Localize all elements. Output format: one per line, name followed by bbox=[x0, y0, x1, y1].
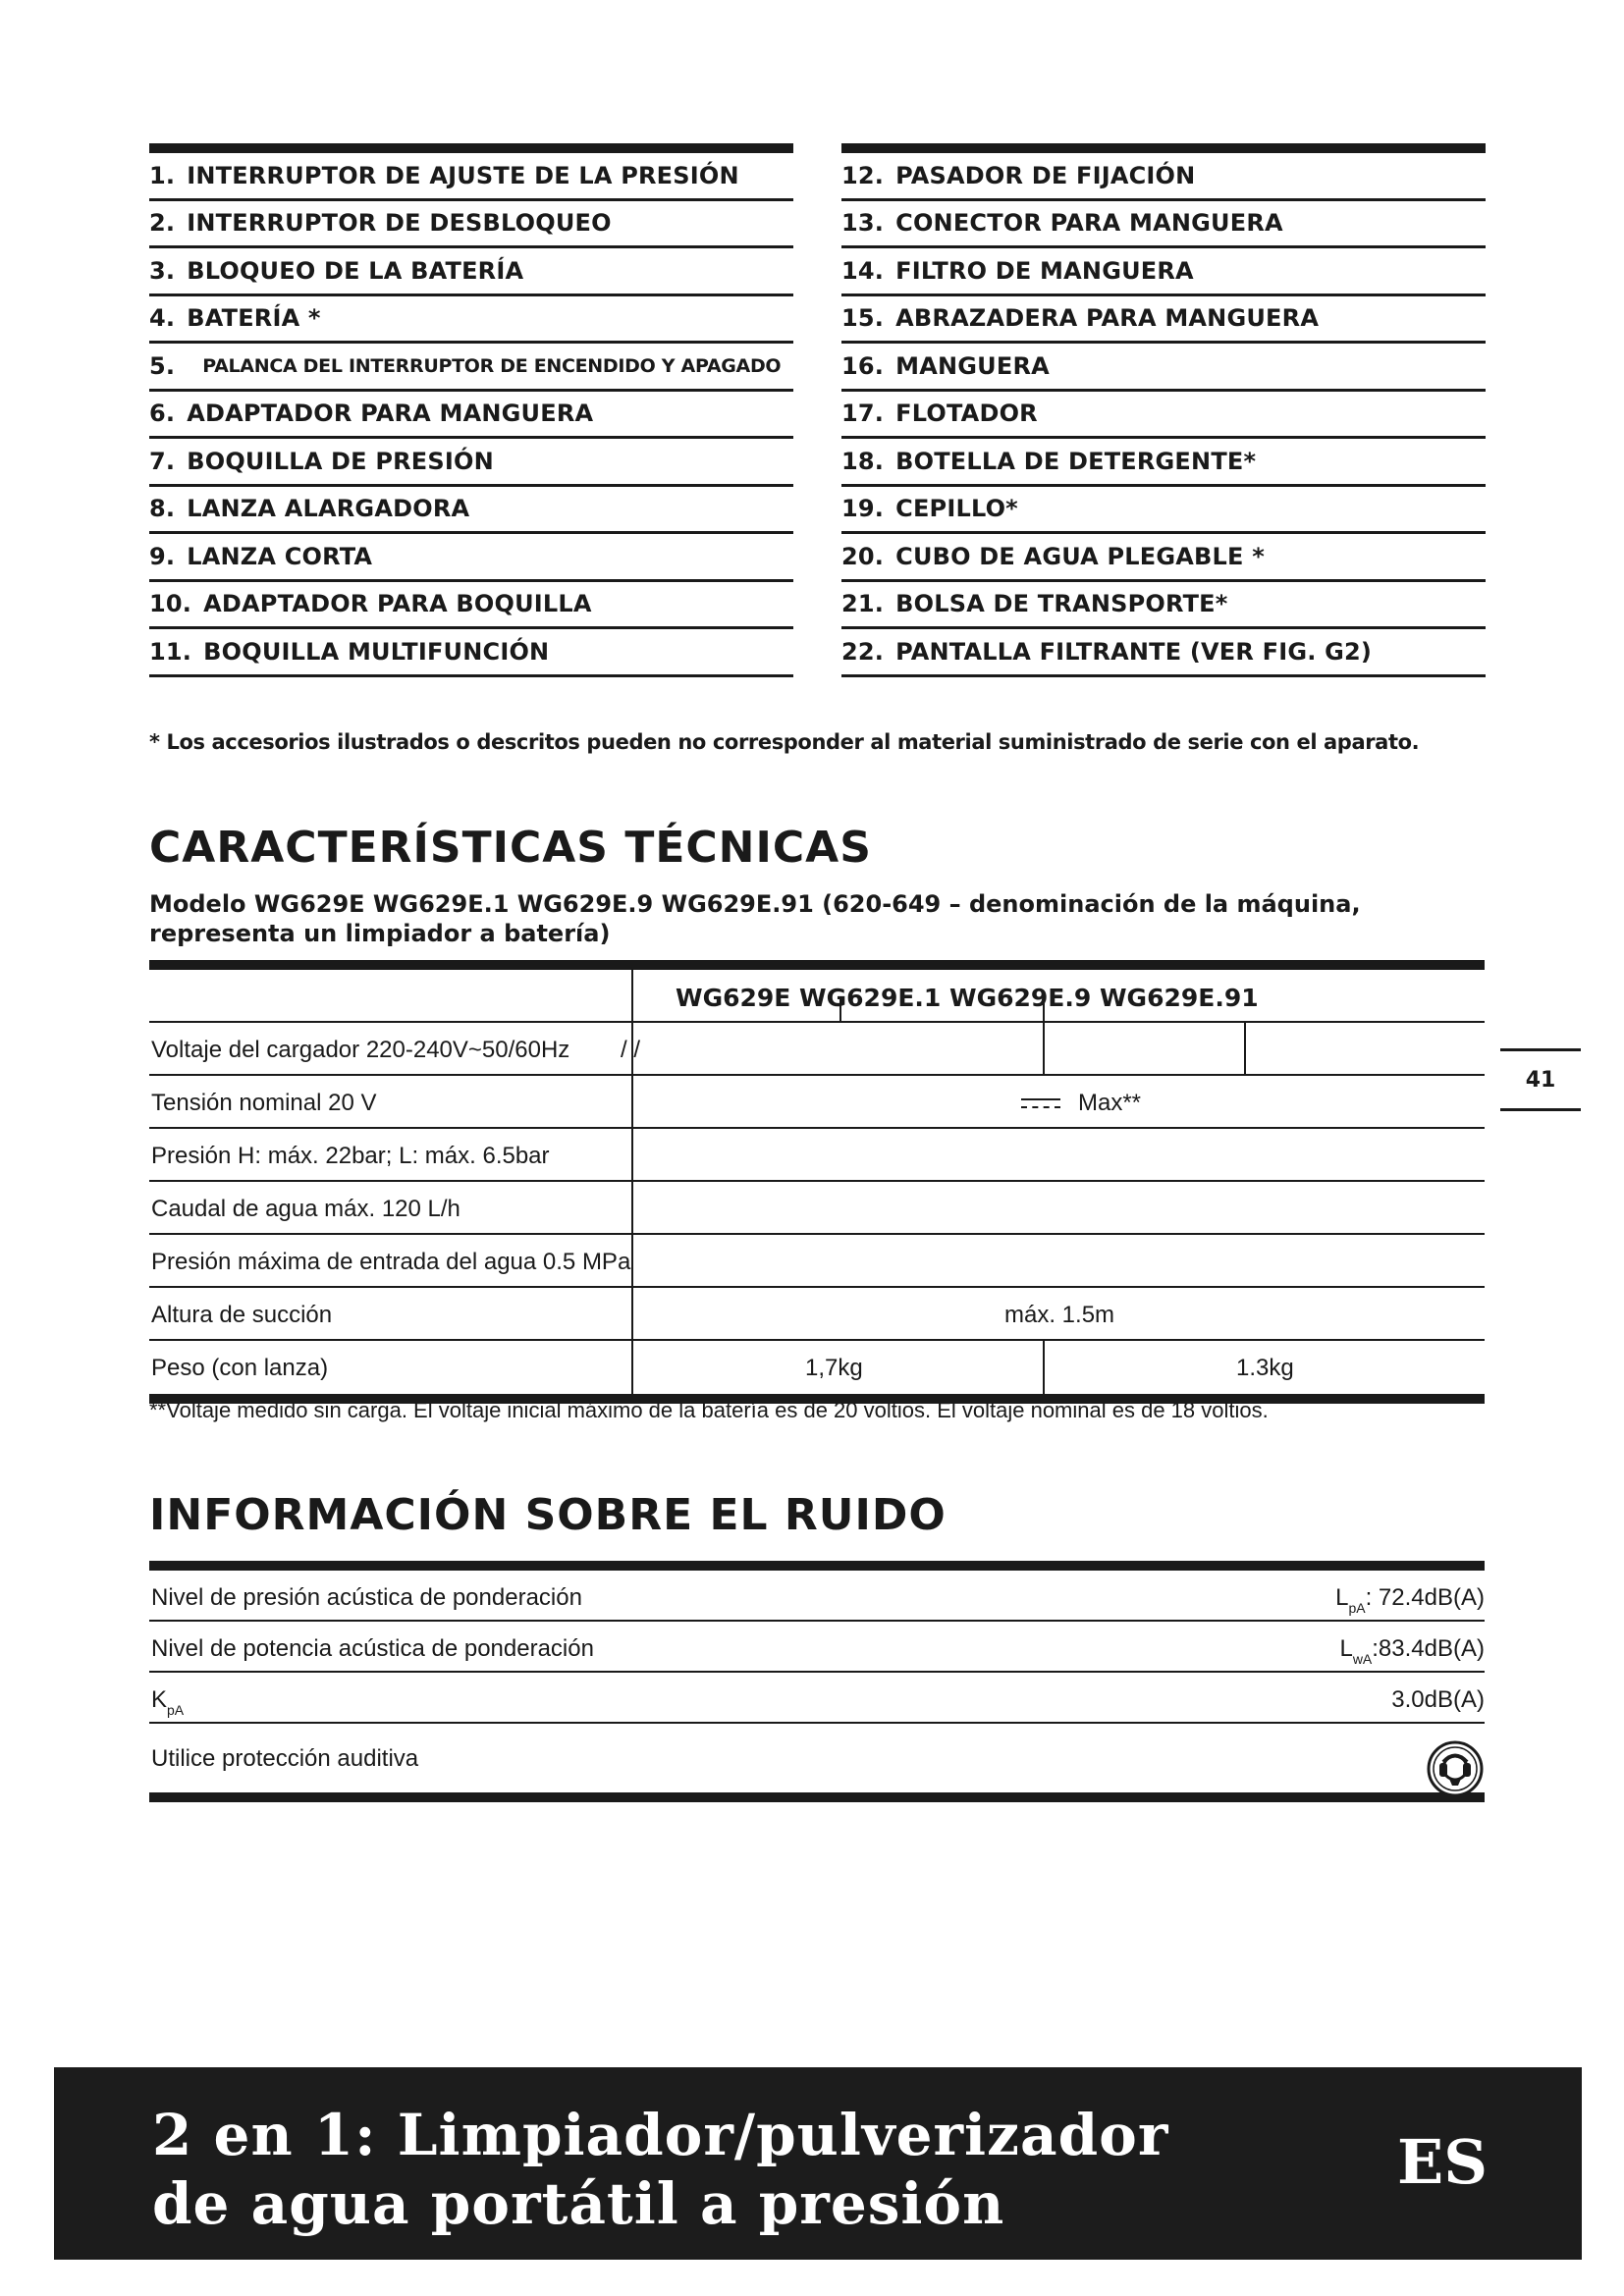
spec-value: 1.3kg bbox=[1236, 1355, 1294, 1381]
spec-label: Altura de succión bbox=[151, 1302, 333, 1328]
parts-num: 4. bbox=[149, 304, 176, 333]
spec-row-weight bbox=[149, 1341, 1485, 1394]
noise-subscript: pA bbox=[1348, 1600, 1366, 1616]
parts-label: ADAPTADOR PARA BOQUILLA bbox=[203, 590, 592, 618]
ear-protection-icon bbox=[1426, 1739, 1485, 1805]
parts-top-rule bbox=[841, 143, 1486, 153]
spec-value: máx. 1.5m bbox=[1004, 1302, 1115, 1328]
parts-item bbox=[149, 344, 793, 392]
parts-label: FILTRO DE MANGUERA bbox=[895, 256, 1194, 285]
parts-label: BLOQUEO DE LA BATERÍA bbox=[187, 256, 524, 285]
noise-number: :83.4dB(A) bbox=[1372, 1635, 1485, 1662]
noise-symbol: L bbox=[1339, 1635, 1353, 1662]
parts-item bbox=[149, 629, 793, 677]
noise-value bbox=[1339, 1635, 1485, 1667]
product-title bbox=[152, 2101, 1168, 2238]
parts-num: 2. bbox=[149, 209, 176, 238]
parts-num: 12. bbox=[841, 161, 885, 189]
spec-label: Presión H: máx. 22bar; L: máx. 6.5bar bbox=[151, 1143, 550, 1169]
parts-item bbox=[149, 487, 793, 535]
parts-item bbox=[841, 487, 1486, 535]
parts-num: 17. bbox=[841, 400, 885, 428]
parts-label: CUBO DE AGUA PLEGABLE * bbox=[895, 542, 1265, 570]
parts-item bbox=[841, 439, 1486, 487]
spec-value: 1,7kg bbox=[805, 1355, 863, 1381]
noise-value bbox=[1335, 1584, 1485, 1616]
spec-row-nominal-voltage bbox=[149, 1076, 1485, 1129]
spec-label: Presión máxima de entrada del agua 0.5 MPa bbox=[151, 1249, 631, 1275]
noise-number: : 72.4dB(A) bbox=[1365, 1584, 1485, 1611]
spec-column-divider bbox=[631, 1182, 633, 1233]
parts-item bbox=[841, 296, 1486, 345]
spec-value: Max** bbox=[1078, 1090, 1142, 1116]
parts-num: 16. bbox=[841, 351, 885, 380]
noise-label bbox=[151, 1686, 184, 1718]
noise-symbol: K bbox=[151, 1686, 168, 1713]
spec-column-divider bbox=[1043, 1341, 1045, 1394]
parts-num: 7. bbox=[149, 447, 176, 475]
parts-label: ABRAZADERA PARA MANGUERA bbox=[895, 304, 1320, 333]
parts-label: BATERÍA * bbox=[187, 304, 321, 333]
spec-row-suction bbox=[149, 1288, 1485, 1341]
parts-num: 5. bbox=[149, 351, 176, 380]
spec-column-divider bbox=[631, 1235, 633, 1286]
spec-label: Tensión nominal 20 V bbox=[151, 1090, 377, 1116]
spec-header-models: WG629E WG629E.1 WG629E.9 WG629E.91 bbox=[676, 984, 1259, 1012]
parts-item bbox=[149, 201, 793, 249]
spec-column-divider bbox=[631, 1341, 633, 1394]
parts-num: 14. bbox=[841, 256, 885, 285]
noise-row-kpa bbox=[149, 1673, 1485, 1724]
parts-label: FLOTADOR bbox=[895, 400, 1038, 428]
spec-row-flow bbox=[149, 1182, 1485, 1235]
parts-num: 9. bbox=[149, 542, 176, 570]
parts-item bbox=[149, 296, 793, 345]
spec-value: / / bbox=[621, 1037, 641, 1063]
spec-column-divider bbox=[631, 970, 633, 1021]
parts-num: 11. bbox=[149, 637, 192, 666]
parts-top-rule bbox=[149, 143, 793, 153]
noise-symbol: L bbox=[1335, 1584, 1349, 1611]
parts-item bbox=[841, 201, 1486, 249]
parts-num: 21. bbox=[841, 590, 885, 618]
parts-num: 10. bbox=[149, 590, 192, 618]
parts-label: PANTALLA FILTRANTE (VER FIG. G2) bbox=[895, 637, 1373, 666]
spec-column-divider bbox=[631, 1288, 633, 1339]
product-title-line2: de agua portátil a presión bbox=[152, 2170, 1005, 2237]
parts-item bbox=[149, 392, 793, 440]
spec-column-divider bbox=[631, 1076, 633, 1127]
noise-label: Nivel de presión acústica de ponderación bbox=[151, 1584, 582, 1611]
parts-num: 15. bbox=[841, 304, 885, 333]
noise-top-rule bbox=[149, 1561, 1485, 1571]
page-number: 41 bbox=[1500, 1048, 1581, 1111]
parts-label: LANZA CORTA bbox=[187, 542, 373, 570]
spec-column-divider bbox=[631, 1129, 633, 1180]
noise-label: Utilice protección auditiva bbox=[151, 1745, 419, 1772]
parts-item bbox=[841, 248, 1486, 296]
noise-table bbox=[149, 1561, 1485, 1802]
parts-num: 8. bbox=[149, 495, 176, 523]
specs-heading: CARACTERÍSTICAS TÉCNICAS bbox=[149, 823, 872, 873]
parts-item bbox=[841, 582, 1486, 630]
noise-row-ear-protection bbox=[149, 1724, 1485, 1792]
parts-label: PASADOR DE FIJACIÓN bbox=[895, 161, 1196, 189]
parts-item bbox=[149, 534, 793, 582]
parts-label: PALANCA DEL INTERRUPTOR DE ENCENDIDO Y APAGADO bbox=[202, 354, 782, 377]
parts-label: ADAPTADOR PARA MANGUERA bbox=[187, 400, 594, 428]
spec-table bbox=[149, 960, 1485, 1404]
parts-item bbox=[841, 344, 1486, 392]
noise-label: Nivel de potencia acústica de ponderación bbox=[151, 1635, 594, 1662]
spec-row-pressure bbox=[149, 1129, 1485, 1182]
parts-label: CEPILLO* bbox=[895, 495, 1018, 523]
parts-item bbox=[149, 248, 793, 296]
spec-column-divider bbox=[1244, 1023, 1246, 1074]
spec-row-inlet-pressure bbox=[149, 1235, 1485, 1288]
parts-label: INTERRUPTOR DE DESBLOQUEO bbox=[187, 209, 612, 238]
parts-label: BOQUILLA DE PRESIÓN bbox=[187, 447, 494, 475]
parts-label: BOTELLA DE DETERGENTE* bbox=[895, 447, 1257, 475]
noise-row-lwa bbox=[149, 1622, 1485, 1673]
parts-item bbox=[149, 582, 793, 630]
parts-num: 20. bbox=[841, 542, 885, 570]
spec-label: Peso (con lanza) bbox=[151, 1355, 329, 1381]
spec-column-divider bbox=[1043, 1023, 1045, 1074]
title-banner bbox=[54, 2067, 1582, 2260]
parts-num: 13. bbox=[841, 209, 885, 238]
spec-row-charger bbox=[149, 1023, 1485, 1076]
parts-label: BOQUILLA MULTIFUNCIÓN bbox=[203, 637, 550, 666]
spec-label: Voltaje del cargador 220-240V~50/60Hz bbox=[151, 1037, 570, 1063]
noise-heading: INFORMACIÓN SOBRE EL RUIDO bbox=[149, 1490, 947, 1540]
language-code: ES bbox=[1396, 2126, 1488, 2198]
parts-item bbox=[149, 439, 793, 487]
noise-subscript: pA bbox=[167, 1702, 185, 1718]
parts-label: CONECTOR PARA MANGUERA bbox=[895, 209, 1283, 238]
noise-row-lpa bbox=[149, 1571, 1485, 1622]
parts-label: INTERRUPTOR DE AJUSTE DE LA PRESIÓN bbox=[187, 161, 739, 189]
product-title-line1: 2 en 1: Limpiador/pulverizador bbox=[152, 2102, 1169, 2168]
parts-item bbox=[841, 153, 1486, 201]
parts-num: 3. bbox=[149, 256, 176, 285]
parts-label: LANZA ALARGADORA bbox=[187, 495, 470, 523]
parts-item bbox=[841, 392, 1486, 440]
parts-num: 19. bbox=[841, 495, 885, 523]
noise-subscript: wA bbox=[1352, 1651, 1373, 1667]
parts-item bbox=[841, 534, 1486, 582]
parts-label: BOLSA DE TRANSPORTE* bbox=[895, 590, 1228, 618]
parts-item bbox=[841, 629, 1486, 677]
parts-num: 6. bbox=[149, 400, 176, 428]
accessories-footnote: * Los accesorios ilustrados o descritos pueden no corresponder al material suministrado de serie con el aparato. bbox=[149, 730, 1420, 754]
dc-current-icon bbox=[1021, 1098, 1060, 1110]
parts-num: 22. bbox=[841, 637, 885, 666]
parts-list-left bbox=[149, 143, 793, 677]
parts-num: 1. bbox=[149, 161, 176, 189]
spec-top-rule bbox=[149, 960, 1485, 970]
noise-number: 3.0dB(A) bbox=[1391, 1686, 1485, 1713]
spec-label: Caudal de agua máx. 120 L/h bbox=[151, 1196, 460, 1222]
voltage-note: **Voltaje medido sin carga. El voltaje inicial máximo de la batería es de 20 voltios. El voltaje nominal es de 18 voltios. bbox=[149, 1398, 1269, 1422]
parts-num: 18. bbox=[841, 447, 885, 475]
parts-label: MANGUERA bbox=[895, 351, 1050, 380]
noise-bottom-rule bbox=[149, 1792, 1485, 1802]
spec-header-row bbox=[149, 970, 1485, 1023]
model-line: Modelo WG629E WG629E.1 WG629E.9 WG629E.91 (620-649 – denominación de la máquina, representa un limpiador a batería) bbox=[149, 890, 1361, 947]
parts-list-right bbox=[841, 143, 1486, 677]
parts-item bbox=[149, 153, 793, 201]
